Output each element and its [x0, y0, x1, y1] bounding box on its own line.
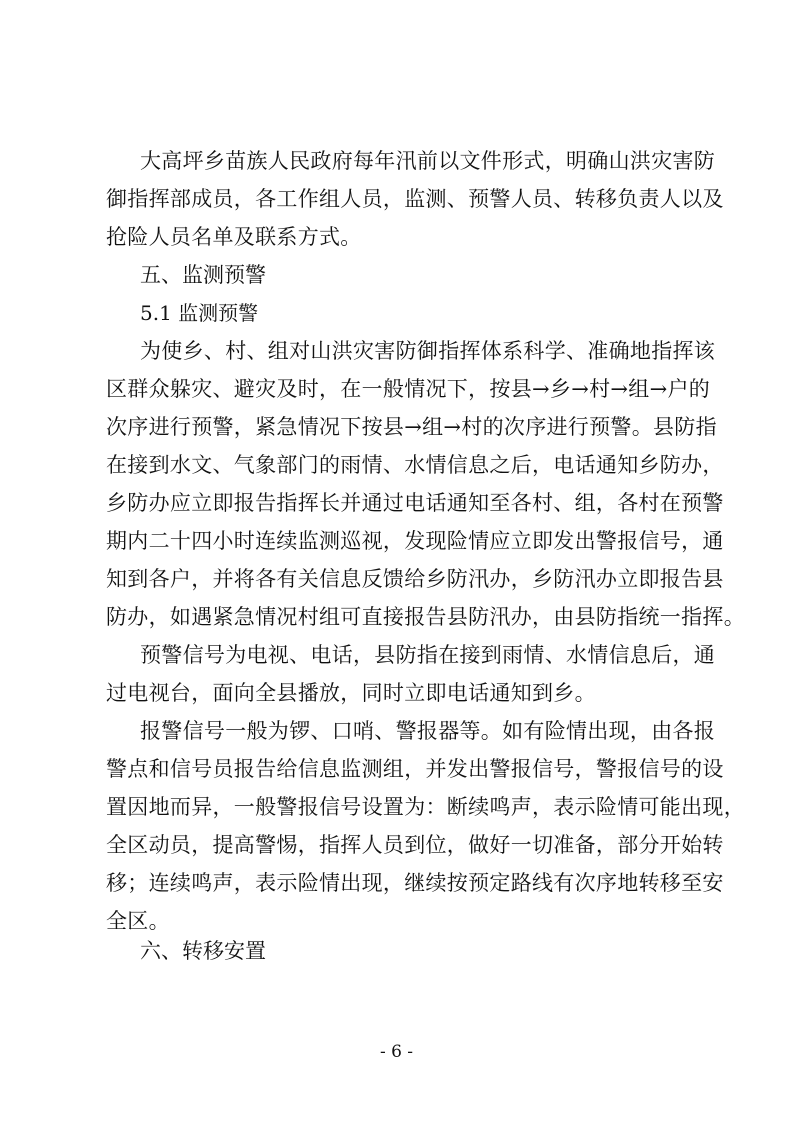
paragraph-line: 全区动员，提高警惕，指挥人员到位，做好一切准备，部分开始转: [106, 833, 724, 857]
paragraph-line: 在接到水文、气象部门的雨情、水情信息之后，电话通知乡防办，: [106, 453, 724, 477]
paragraph-line: 抢险人员名单及联系方式。: [106, 225, 362, 249]
paragraph-line: 预警信号为电视、电话，县防指在接到雨情、水情信息后，通: [140, 643, 716, 667]
paragraph-line: 御指挥部成员，各工作组人员，监测、预警人员、转移负责人以及: [106, 187, 724, 211]
paragraph-line: 全区。: [106, 909, 170, 933]
paragraph-line: 期内二十四小时连续监测巡视，发现险情应立即发出警报信号，通: [106, 529, 724, 553]
paragraph-line: 大高坪乡苗族人民政府每年汛前以文件形式，明确山洪灾害防: [140, 149, 716, 173]
paragraph-line: 区群众躲灾、避灾及时，在一般情况下，按县→乡→村→组→户的: [106, 377, 711, 401]
paragraph-line: 置因地而异，一般警报信号设置为：断续鸣声，表示险情可能出现，: [106, 795, 745, 819]
paragraph-line: 知到各户，并将各有关信息反馈给乡防汛办，乡防汛办立即报告县: [106, 567, 724, 591]
paragraph-line: 报警信号一般为锣、口哨、警报器等。如有险情出现，由各报: [140, 719, 716, 743]
paragraph-line: 次序进行预警，紧急情况下按县→组→村的次序进行预警。县防指: [106, 415, 717, 439]
subsection-heading: 5.1 监测预警: [140, 301, 259, 325]
section-heading: 六、转移安置: [140, 939, 266, 963]
paragraph-line: 乡防办应立即报告指挥长并通过电话通知至各村、组，各村在预警: [106, 491, 724, 515]
paragraph-line: 为使乡、村、组对山洪灾害防御指挥体系科学、准确地指挥该: [140, 339, 716, 363]
paragraph-line: 警点和信号员报告给信息监测组，并发出警报信号，警报信号的设: [106, 757, 724, 781]
paragraph-line: 防办，如遇紧急情况村组可直接报告县防汛办，由县防指统一指挥。: [106, 605, 745, 629]
page-number: - 6 -: [379, 1042, 414, 1062]
paragraph-line: 移；连续鸣声，表示险情出现，继续按预定路线有次序地转移至安: [106, 871, 724, 895]
section-heading: 五、监测预警: [140, 263, 266, 287]
paragraph-line: 过电视台，面向全县播放，同时立即电话通知到乡。: [106, 681, 596, 705]
